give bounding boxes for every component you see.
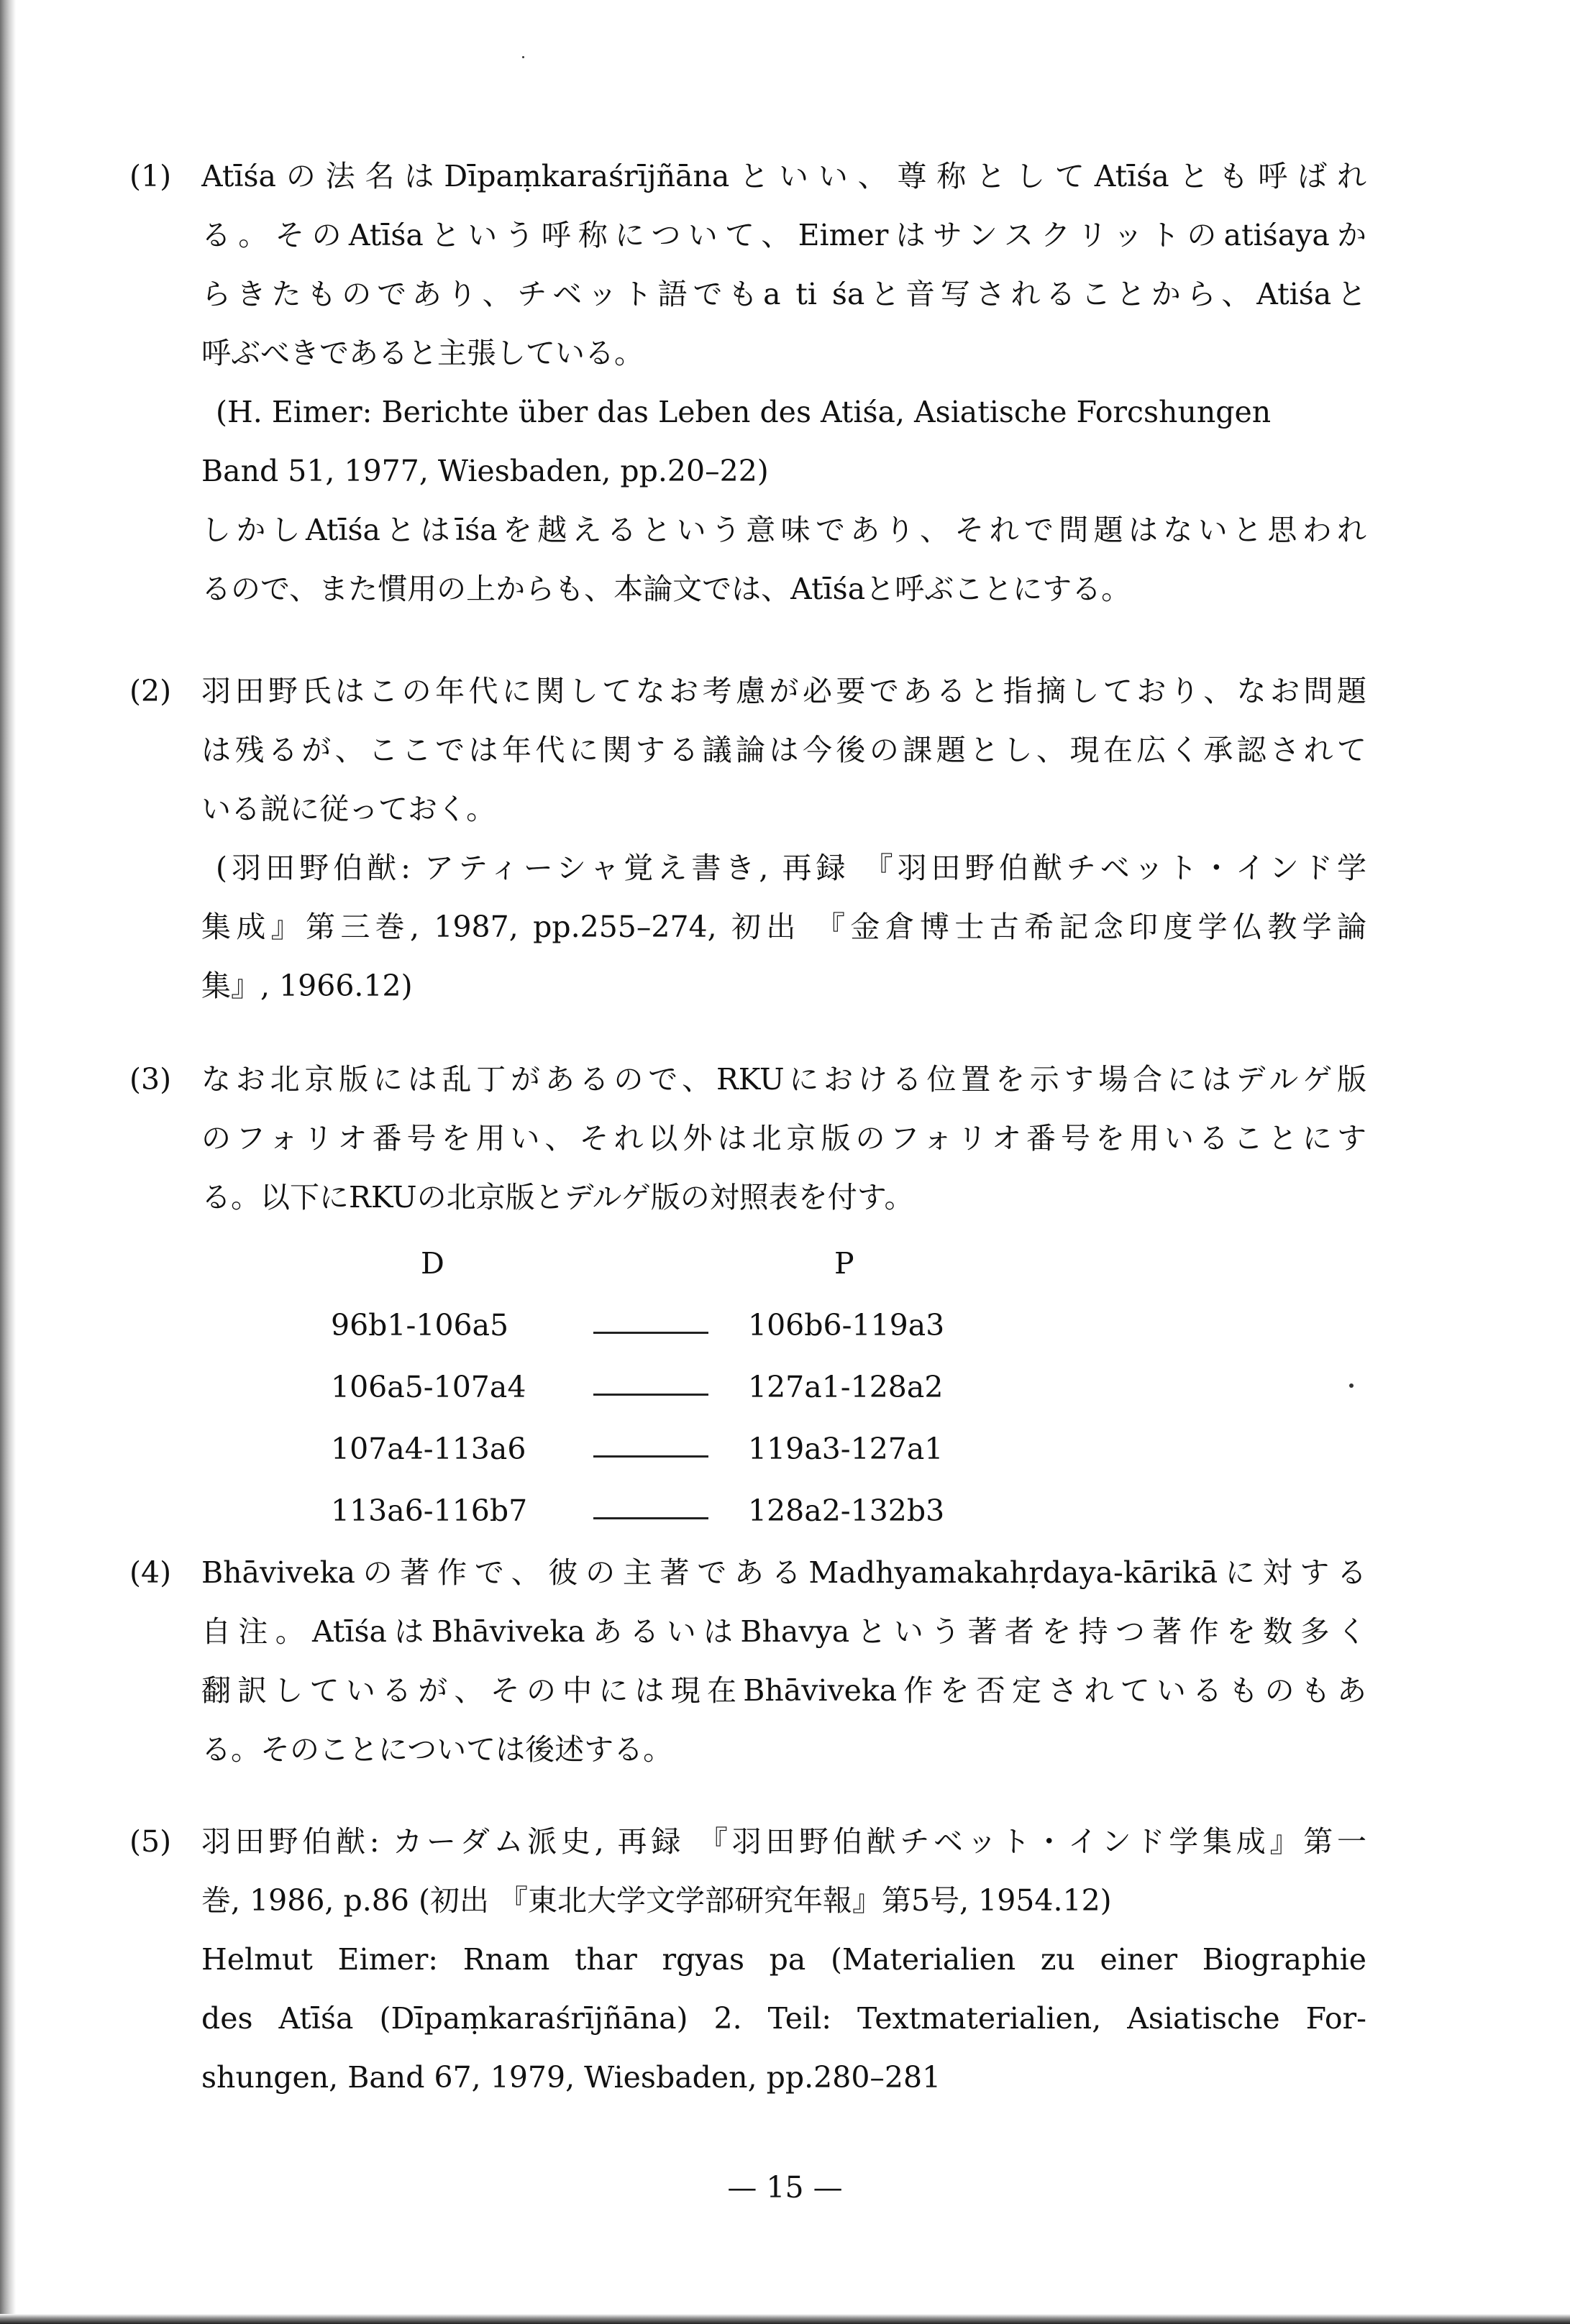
reference-line: Band 51, 1977, Wiesbaden, pp.20–22) xyxy=(201,454,769,488)
footnote-number: (1) xyxy=(129,159,172,193)
footnote-body xyxy=(201,662,1366,1015)
footnote-line: shungen, Band 67, 1979, Wiesbaden, pp.280–281 xyxy=(201,2060,941,2095)
footnote-line: 巻, 1986, p.86 (初出 『東北大学文学部研究年報』第5号, 1954.12) xyxy=(201,1883,1112,1918)
table-row xyxy=(331,1480,978,1542)
footnote-line: 自注。AtīśaはBhāvivekaあるいはBhavyaという著者を持つ著作を数多く xyxy=(201,1614,1366,1649)
footnote-number: (4) xyxy=(129,1555,172,1590)
footnote-line: 羽田野氏はこの年代に関してなお考慮が必要であると指摘しており、なお問題 xyxy=(201,674,1366,708)
footnote-body xyxy=(201,1543,1366,1779)
scan-speck xyxy=(522,56,524,58)
scan-speck xyxy=(1349,1383,1354,1388)
derge-folio: 106a5-107a4 xyxy=(331,1370,526,1404)
footnote-line: 呼ぶべきであると主張している。 xyxy=(201,336,644,370)
peking-folio: 119a3-127a1 xyxy=(748,1432,944,1466)
row-dash xyxy=(593,1332,708,1334)
row-dash xyxy=(593,1455,708,1458)
peking-folio: 128a2-132b3 xyxy=(748,1493,945,1528)
footnote-line: しかしAtīśaとはīśaを越えるという意味であり、それで問題はないと思われ xyxy=(201,513,1366,547)
footnote-line: は残るが、ここでは年代に関する議論は今後の課題とし、現在広く承認されて xyxy=(201,733,1366,767)
peking-folio: 127a1-128a2 xyxy=(748,1370,944,1404)
derge-folio: 107a4-113a6 xyxy=(331,1432,526,1466)
row-dash xyxy=(593,1394,708,1396)
table-header xyxy=(331,1232,978,1294)
derge-folio: 113a6-116b7 xyxy=(331,1493,528,1528)
footnote-body xyxy=(201,1050,1366,1227)
table-row xyxy=(331,1294,978,1356)
footnote-number: (2) xyxy=(129,674,172,708)
footnote-line: Atīśaの法名はDīpaṃkaraśrījñānaといい、尊称としてAtīśaとも呼ばれ xyxy=(201,159,1366,193)
row-dash xyxy=(593,1517,708,1519)
scan-edge-bottom xyxy=(0,2314,1570,2324)
scan-edge-left xyxy=(0,0,16,2324)
table-row xyxy=(331,1418,978,1480)
footnote-line: 羽田野伯猷: カーダム派史, 再録 『羽田野伯猷チベット・インド学集成』第一 xyxy=(201,1824,1366,1859)
derge-folio: 96b1-106a5 xyxy=(331,1308,509,1342)
footnote-body xyxy=(201,1812,1366,2107)
table-row xyxy=(331,1356,978,1418)
footnote-line: る。そのAtīśaという呼称について、Eimerはサンスクリットのatiśayaか xyxy=(201,218,1366,252)
column-header-derge: D xyxy=(421,1246,444,1281)
footnote-body xyxy=(201,147,1366,618)
footnote-line: なお北京版には乱丁があるので、RKUにおける位置を示す場合にはデルゲ版 xyxy=(201,1062,1366,1097)
concordance-table xyxy=(331,1232,978,1542)
footnote-line: des Atīśa (Dīpaṃkaraśrījñāna) 2. Teil: Textmaterialien, Asiatische For- xyxy=(201,2001,1366,2036)
footnote-number: (5) xyxy=(129,1824,172,1859)
reference-line: (H. Eimer: Berichte über das Leben des Atiśa, Asiatische Forcshungen xyxy=(216,395,1272,429)
footnote-number: (3) xyxy=(129,1062,172,1097)
page-number: — 15 — xyxy=(727,2170,843,2205)
reference-line: 集』, 1966.12) xyxy=(201,969,413,1003)
column-header-peking: P xyxy=(834,1246,854,1281)
footnote-line: Helmut Eimer: Rnam thar rgyas pa (Materialien zu einer Biographie xyxy=(201,1942,1366,1977)
footnote-line: のフォリオ番号を用い、それ以外は北京版のフォリオ番号を用いることにす xyxy=(201,1121,1366,1156)
footnote-line: Bhāvivekaの著作で、彼の主著であるMadhyamakahṛdaya-kārikāに対する xyxy=(201,1555,1366,1590)
reference-line: (羽田野伯猷: アティーシャ覚え書き, 再録 『羽田野伯猷チベット・インド学 xyxy=(216,851,1366,885)
footnote-line: らきたものであり、チベット語でもa ti śaと音写されることから、Atiśaと xyxy=(201,277,1366,311)
footnote-line: るので、また慣用の上からも、本論文では、Atīśaと呼ぶことにする。 xyxy=(201,572,1131,606)
footnote-line: る。そのことについては後述する。 xyxy=(201,1732,673,1767)
peking-folio: 106b6-119a3 xyxy=(748,1308,945,1342)
reference-line: 集成』第三巻, 1987, pp.255–274, 初出 『金倉博士古希記念印度学仏教学論 xyxy=(201,910,1366,944)
footnote-line: 翻訳しているが、その中には現在Bhāviveka作を否定されているものもあ xyxy=(201,1673,1366,1708)
footnote-line: いる説に従っておく。 xyxy=(201,792,496,826)
footnote-line: る。以下にRKUの北京版とデルゲ版の対照表を付す。 xyxy=(201,1180,914,1214)
